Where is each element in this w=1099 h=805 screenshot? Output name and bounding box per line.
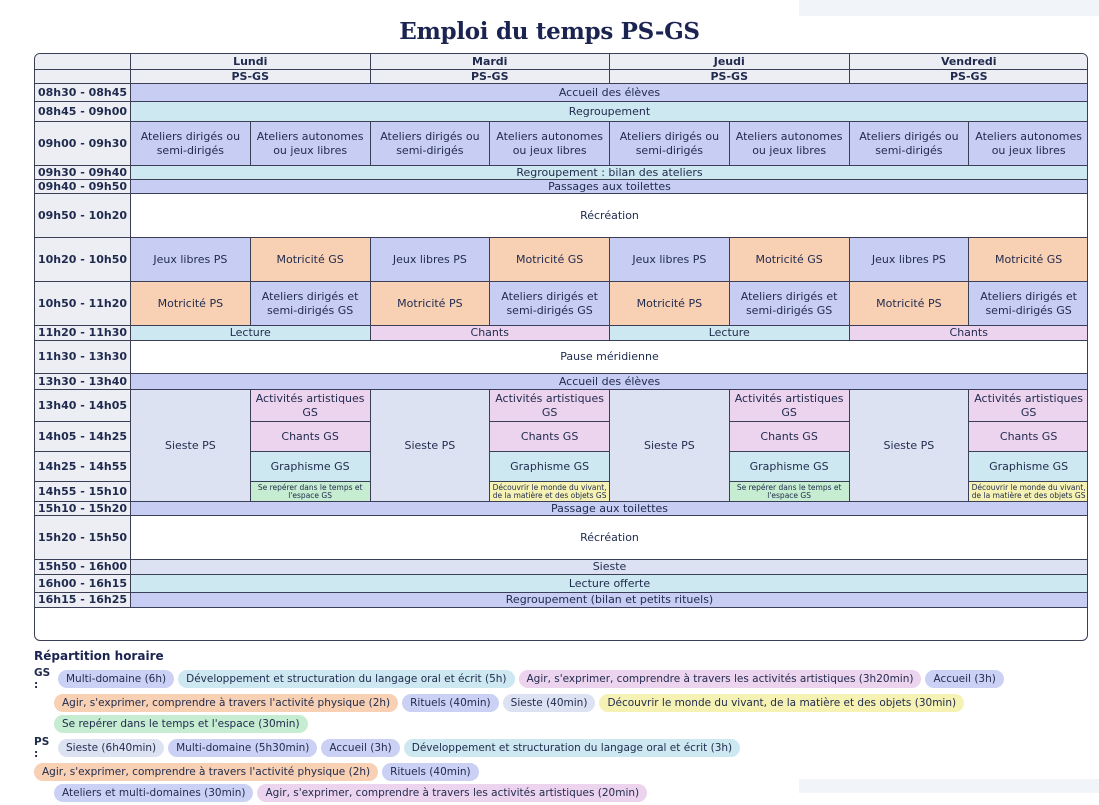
timetable bbox=[34, 53, 1088, 641]
time-slot: 09h30 - 09h40 bbox=[35, 166, 131, 180]
time-slot: 13h40 - 14h05 bbox=[35, 390, 131, 422]
activity-cell: Se repérer dans le temps et l'espace GS bbox=[730, 482, 850, 502]
activity-cell: Accueil des élèves bbox=[131, 84, 1088, 102]
day-header: Jeudi bbox=[610, 54, 850, 70]
gs-chip: Découvrir le monde du vivant, de la matière et des objets (30min) bbox=[599, 694, 964, 712]
class-header: PS-GS bbox=[131, 70, 371, 84]
gs-chip: Agir, s'exprimer, comprendre à travers l'activité physique (2h) bbox=[54, 694, 398, 712]
corner-cell bbox=[35, 54, 131, 70]
activity-cell: Sieste bbox=[131, 560, 1088, 575]
activity-cell: Motricité GS bbox=[969, 238, 1088, 282]
time-slot: 14h05 - 14h25 bbox=[35, 422, 131, 452]
gs-chip: Rituels (40min) bbox=[402, 694, 499, 712]
ps-chip: Sieste (6h40min) bbox=[58, 739, 164, 757]
activity-cell: Ateliers dirigés ou semi-dirigés bbox=[850, 122, 970, 166]
activity-cell: Motricité GS bbox=[251, 238, 371, 282]
activity-cell: Ateliers autonomes ou jeux libres bbox=[969, 122, 1088, 166]
activity-cell: Motricité GS bbox=[730, 238, 850, 282]
activity-cell: Regroupement : bilan des ateliers bbox=[131, 166, 1088, 180]
time-slot: 09h00 - 09h30 bbox=[35, 122, 131, 166]
activity-cell: Ateliers dirigés ou semi-dirigés bbox=[610, 122, 730, 166]
time-slot: 15h10 - 15h20 bbox=[35, 502, 131, 516]
class-header: PS-GS bbox=[610, 70, 850, 84]
ps-chip: Agir, s'exprimer, comprendre à travers l'activité physique (2h) bbox=[34, 763, 378, 781]
time-slot: 15h50 - 16h00 bbox=[35, 560, 131, 575]
activity-cell: Graphisme GS bbox=[251, 452, 371, 482]
time-slot: 16h00 - 16h15 bbox=[35, 575, 131, 593]
activity-cell: Chants GS bbox=[490, 422, 610, 452]
activity-cell: Passages aux toilettes bbox=[131, 180, 1088, 194]
day-header: Vendredi bbox=[850, 54, 1089, 70]
activity-cell: Accueil des élèves bbox=[131, 374, 1088, 390]
activity-cell: Passage aux toilettes bbox=[131, 502, 1088, 516]
activity-cell: Regroupement (bilan et petits rituels) bbox=[131, 593, 1088, 608]
activity-cell: Jeux libres PS bbox=[131, 238, 251, 282]
class-header: PS-GS bbox=[850, 70, 1089, 84]
time-slot: 14h25 - 14h55 bbox=[35, 452, 131, 482]
activity-cell: Ateliers autonomes ou jeux libres bbox=[490, 122, 610, 166]
time-slot: 09h40 - 09h50 bbox=[35, 180, 131, 194]
activity-cell: Sieste PS bbox=[371, 390, 491, 502]
activity-cell: Lecture offerte bbox=[131, 575, 1088, 593]
gs-chip: Agir, s'exprimer, comprendre à travers les activités artistiques (3h20min) bbox=[519, 670, 922, 688]
day-header: Lundi bbox=[131, 54, 371, 70]
activity-cell: Ateliers dirigés et semi-dirigés GS bbox=[730, 282, 850, 326]
activity-cell: Ateliers dirigés ou semi-dirigés bbox=[131, 122, 251, 166]
activity-cell: Ateliers autonomes ou jeux libres bbox=[251, 122, 371, 166]
activity-cell: Chants GS bbox=[730, 422, 850, 452]
ps-chip: Développement et structuration du langage oral et écrit (3h) bbox=[404, 739, 740, 757]
time-slot: 13h30 - 13h40 bbox=[35, 374, 131, 390]
time-slot: 16h15 - 16h25 bbox=[35, 593, 131, 608]
repartition-title: Répartition horaire bbox=[34, 649, 164, 663]
activity-cell: Activités artistiques GS bbox=[251, 390, 371, 422]
activity-cell: Motricité PS bbox=[610, 282, 730, 326]
activity-cell: Récréation bbox=[131, 194, 1088, 238]
time-slot: 15h20 - 15h50 bbox=[35, 516, 131, 560]
ps-chip: Accueil (3h) bbox=[321, 739, 399, 757]
ps-chip: Rituels (40min) bbox=[382, 763, 479, 781]
activity-cell: Regroupement bbox=[131, 102, 1088, 122]
gs-chips-line-2 bbox=[34, 694, 1074, 733]
gs-chip: Sieste (40min) bbox=[503, 694, 596, 712]
time-slot: 10h50 - 11h20 bbox=[35, 282, 131, 326]
time-slot: 14h55 - 15h10 bbox=[35, 482, 131, 502]
day-header: Mardi bbox=[371, 54, 611, 70]
time-slot: 09h50 - 10h20 bbox=[35, 194, 131, 238]
ps-chips-line-1 bbox=[34, 736, 1074, 781]
activity-cell: Graphisme GS bbox=[730, 452, 850, 482]
ps-chip: Multi-domaine (5h30min) bbox=[168, 739, 317, 757]
activity-cell: Récréation bbox=[131, 516, 1088, 560]
page-title: Emploi du temps PS-GS bbox=[399, 18, 700, 45]
ps-chip: Agir, s'exprimer, comprendre à travers les activités artistiques (20min) bbox=[257, 784, 647, 802]
activity-cell: Chants bbox=[371, 326, 611, 341]
activity-cell: Chants bbox=[850, 326, 1089, 341]
activity-cell: Activités artistiques GS bbox=[730, 390, 850, 422]
gs-chips-line-1 bbox=[34, 667, 1074, 691]
activity-cell: Motricité PS bbox=[131, 282, 251, 326]
activity-cell: Jeux libres PS bbox=[371, 238, 491, 282]
activity-cell: Ateliers autonomes ou jeux libres bbox=[730, 122, 850, 166]
activity-cell: Graphisme GS bbox=[969, 452, 1088, 482]
activity-cell: Découvrir le monde du vivant, de la matière et des objets GS bbox=[969, 482, 1088, 502]
activity-cell: Chants GS bbox=[969, 422, 1088, 452]
activity-cell: Ateliers dirigés et semi-dirigés GS bbox=[969, 282, 1088, 326]
gs-chip: Se repérer dans le temps et l'espace (30min) bbox=[54, 715, 308, 733]
activity-cell: Motricité GS bbox=[490, 238, 610, 282]
activity-cell: Ateliers dirigés et semi-dirigés GS bbox=[490, 282, 610, 326]
corner-decoration-top bbox=[799, 0, 1099, 16]
time-slot: 11h20 - 11h30 bbox=[35, 326, 131, 341]
gs-label: GS : bbox=[34, 667, 51, 691]
ps-label: PS : bbox=[34, 736, 50, 760]
activity-cell: Chants GS bbox=[251, 422, 371, 452]
time-slot: 08h30 - 08h45 bbox=[35, 84, 131, 102]
time-slot: 10h20 - 10h50 bbox=[35, 238, 131, 282]
activity-cell: Pause méridienne bbox=[131, 341, 1088, 374]
activity-cell: Lecture bbox=[131, 326, 371, 341]
time-slot: 08h45 - 09h00 bbox=[35, 102, 131, 122]
activity-cell: Motricité PS bbox=[850, 282, 970, 326]
activity-cell: Sieste PS bbox=[850, 390, 970, 502]
activity-cell: Ateliers dirigés et semi-dirigés GS bbox=[251, 282, 371, 326]
activity-cell: Découvrir le monde du vivant, de la matière et des objets GS bbox=[490, 482, 610, 502]
activity-cell: Jeux libres PS bbox=[850, 238, 970, 282]
activity-cell: Jeux libres PS bbox=[610, 238, 730, 282]
activity-cell: Se repérer dans le temps et l'espace GS bbox=[251, 482, 371, 502]
gs-chip: Multi-domaine (6h) bbox=[58, 670, 174, 688]
gs-chip: Développement et structuration du langage oral et écrit (5h) bbox=[178, 670, 514, 688]
activity-cell: Activités artistiques GS bbox=[969, 390, 1088, 422]
class-header: PS-GS bbox=[371, 70, 611, 84]
activity-cell: Sieste PS bbox=[610, 390, 730, 502]
activity-cell: Motricité PS bbox=[371, 282, 491, 326]
time-slot: 11h30 - 13h30 bbox=[35, 341, 131, 374]
activity-cell: Graphisme GS bbox=[490, 452, 610, 482]
ps-chip: Ateliers et multi-domaines (30min) bbox=[54, 784, 253, 802]
activity-cell: Lecture bbox=[610, 326, 850, 341]
repartition-horaire bbox=[34, 649, 1074, 805]
activity-cell: Ateliers dirigés ou semi-dirigés bbox=[371, 122, 491, 166]
gs-chip: Accueil (3h) bbox=[925, 670, 1003, 688]
ps-chips-line-2 bbox=[34, 784, 1074, 802]
corner-cell bbox=[35, 70, 131, 84]
activity-cell: Activités artistiques GS bbox=[490, 390, 610, 422]
activity-cell: Sieste PS bbox=[131, 390, 251, 502]
